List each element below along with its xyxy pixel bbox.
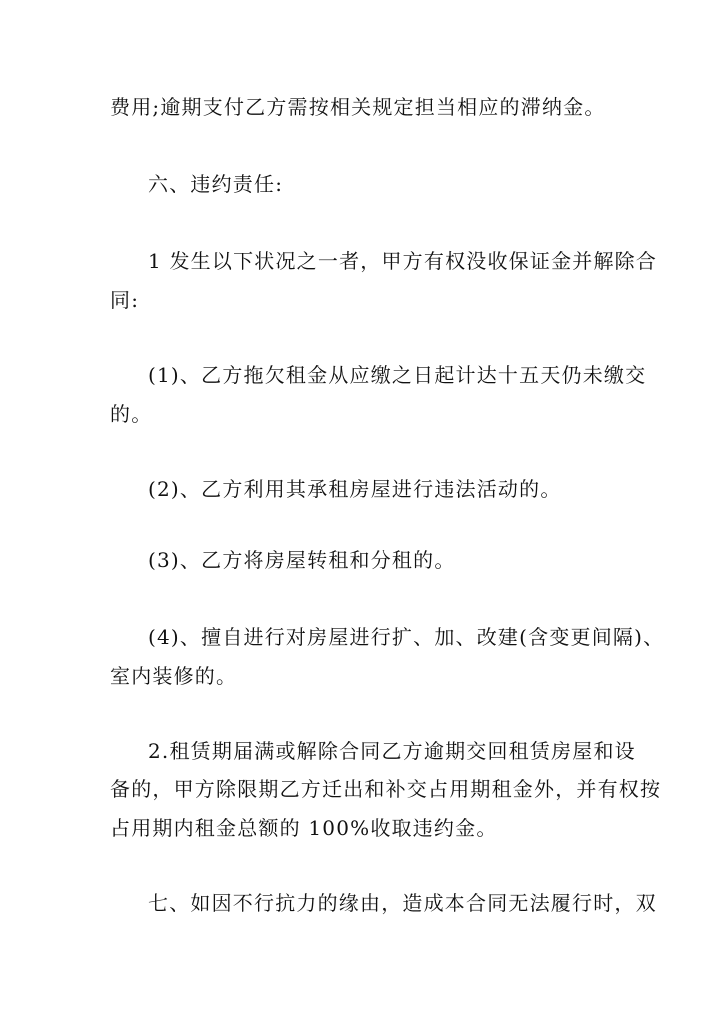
text-line-11: 2.租赁期届满或解除合同乙方逾期交回租赁房屋和设 [148, 739, 636, 763]
text-line-8: (3)、乙方将房屋转租和分租的。 [148, 548, 456, 572]
text-line-9: (4)、擅自进行对房屋进行扩、加、改建(含变更间隔)、 [148, 625, 665, 649]
text-line-7: (2)、乙方利用其承租房屋进行违法活动的。 [148, 477, 562, 501]
text-line-12: 备的，甲方除限期乙方迁出和补交占用期租金外，并有权按 [110, 777, 662, 801]
text-line-1: 费用;逾期支付乙方需按相关规定担当相应的滞纳金。 [110, 95, 606, 119]
text-line-13: 占用期内租金总额的 100%收取违约金。 [110, 816, 498, 840]
text-line-3: 1 发生以下状况之一者，甲方有权没收保证金并解除合 [148, 249, 658, 273]
text-line-4: 同: [110, 288, 140, 312]
text-line-5: (1)、乙方拖欠租金从应缴之日起计达十五天仍未缴交 [148, 363, 647, 387]
text-line-10: 室内装修的。 [110, 664, 238, 688]
text-line-6: 的。 [110, 402, 153, 426]
section-heading-breach: 六、违约责任: [148, 172, 284, 196]
section-heading-force-majeure: 七、如因不行抗力的缘由，造成本合同无法履行时，双 [148, 891, 657, 915]
